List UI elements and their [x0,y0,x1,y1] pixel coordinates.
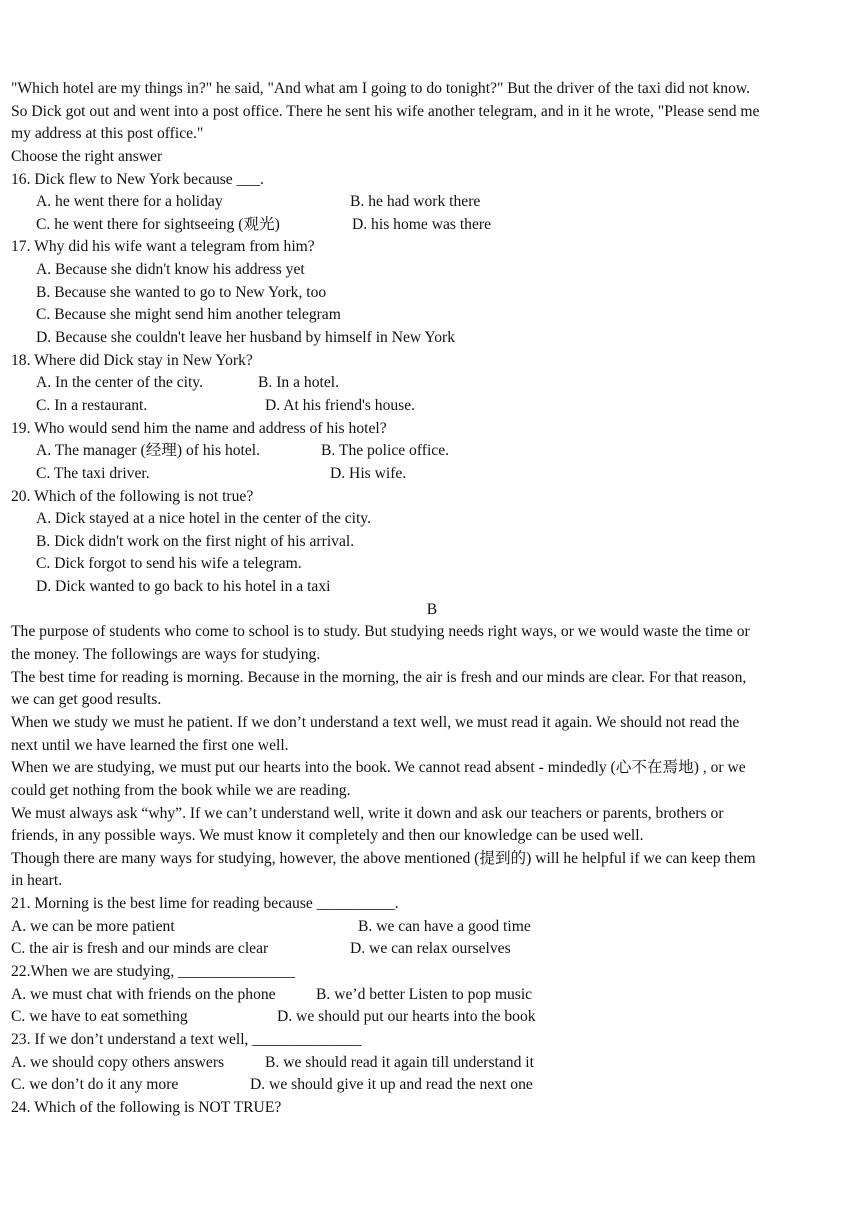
option-a: A. we can be more patient [11,917,175,935]
question-17 [11,236,853,349]
question-20 [11,486,853,599]
option-c: C. In a restaurant. [36,396,148,414]
option-b: B. we should read it again till understand it [265,1053,534,1071]
option-d: D. His wife. [330,464,407,482]
question-23 [11,1029,853,1097]
option-a: A. we must chat with friends on the phone [11,985,276,1003]
option-c: C. the air is fresh and our minds are clear [11,940,269,958]
option-c: C. The taxi driver. [36,464,150,482]
question-stem: 17. Why did his wife want a telegram from him? [11,238,315,256]
option-d: D. Dick wanted to go back to his hotel in a taxi [36,578,331,596]
document-body [11,78,853,1119]
paragraph-line: The best time for reading is morning. Because in the morning, the air is fresh and our minds are clear. For that reason, [11,668,747,686]
question-stem: 24. Which of the following is NOT TRUE? [11,1098,282,1116]
passage-a-end [11,78,853,146]
option-c: C. he went there for sightseeing (观光) [36,215,280,233]
paragraph-line: we can get good results. [11,691,162,709]
question-21 [11,893,853,961]
option-d: D. we should give it up and read the next one [250,1076,533,1094]
option-a: A. he went there for a holiday [36,193,223,211]
option-d: D. we can relax ourselves [350,940,511,958]
question-stem: 18. Where did Dick stay in New York? [11,351,253,369]
paragraph-line: the money. The followings are ways for studying. [11,646,321,664]
option-b: B. In a hotel. [258,374,339,392]
option-b: B. Because she wanted to go to New York, too [36,283,327,301]
option-d: D. we should put our hearts into the book [277,1008,536,1026]
question-16 [11,169,853,237]
question-stem: 20. Which of the following is not true? [11,487,254,505]
paragraph-line: could get nothing from the book while we are reading. [11,781,351,799]
paragraph-line: When we study we must he patient. If we don’t understand a text well, we must read it again. We should not read the [11,713,740,731]
paragraph-line: When we are studying, we must put our hearts into the book. We cannot read absent - mindedly (心不在焉地) , or we [11,759,746,777]
option-d: D. Because she couldn't leave her husband by himself in New York [36,329,455,347]
paragraph-line: Though there are many ways for studying, however, the above mentioned (提到的) will he helpful if we can keep them [11,849,756,867]
paragraph-line: in heart. [11,872,63,890]
option-b: B. we’d better Listen to pop music [316,985,533,1003]
option-a: A. Because she didn't know his address yet [36,261,305,279]
option-c: C. we don’t do it any more [11,1076,179,1094]
paragraph-line: The purpose of students who come to school is to study. But studying needs right ways, or we would waste the time or [11,623,750,641]
paragraph-line: my address at this post office." [11,125,204,143]
instruction: Choose the right answer [11,147,163,165]
question-stem: 22.When we are studying, _______________ [11,962,296,980]
option-c: C. Dick forgot to send his wife a telegram. [36,555,302,573]
option-d: D. his home was there [352,215,492,233]
option-c: C. Because she might send him another telegram [36,306,341,324]
option-b: B. he had work there [350,193,481,211]
paragraph-line: friends, in any possible ways. We must know it completely and then our knowledge can be used well. [11,827,644,845]
option-b: B. The police office. [321,442,450,460]
passage-b [11,621,853,893]
paragraph-line: "Which hotel are my things in?" he said, "And what am I going to do tonight?" But the driver of the taxi did not know. [11,80,751,97]
option-b: B. Dick didn't work on the first night of his arrival. [36,532,355,550]
option-a: A. In the center of the city. [36,374,203,392]
paragraph-line: We must always ask “why”. If we can’t understand well, write it down and ask our teachers or parents, brothers or [11,804,724,822]
option-a: A. Dick stayed at a nice hotel in the center of the city. [36,510,371,528]
question-stem: 19. Who would send him the name and address of his hotel? [11,419,387,437]
option-d: D. At his friend's house. [265,396,416,414]
question-stem: 21. Morning is the best lime for reading because __________. [11,895,399,913]
paragraph-line: So Dick got out and went into a post office. There he sent his wife another telegram, and in it he wrote, "Please send me [11,102,760,120]
option-a: A. The manager (经理) of his hotel. [36,442,261,460]
option-a: A. we should copy others answers [11,1053,225,1071]
question-stem: 23. If we don’t understand a text well, ______________ [11,1030,362,1048]
question-19 [11,418,853,486]
section-heading: B [426,600,438,618]
question-stem: 16. Dick flew to New York because ___. [11,170,264,188]
question-24 [11,1097,853,1120]
question-18 [11,350,853,418]
paragraph-line: next until we have learned the first one well. [11,736,289,754]
option-b: B. we can have a good time [358,917,531,935]
question-22 [11,961,853,1029]
option-c: C. we have to eat something [11,1008,188,1026]
